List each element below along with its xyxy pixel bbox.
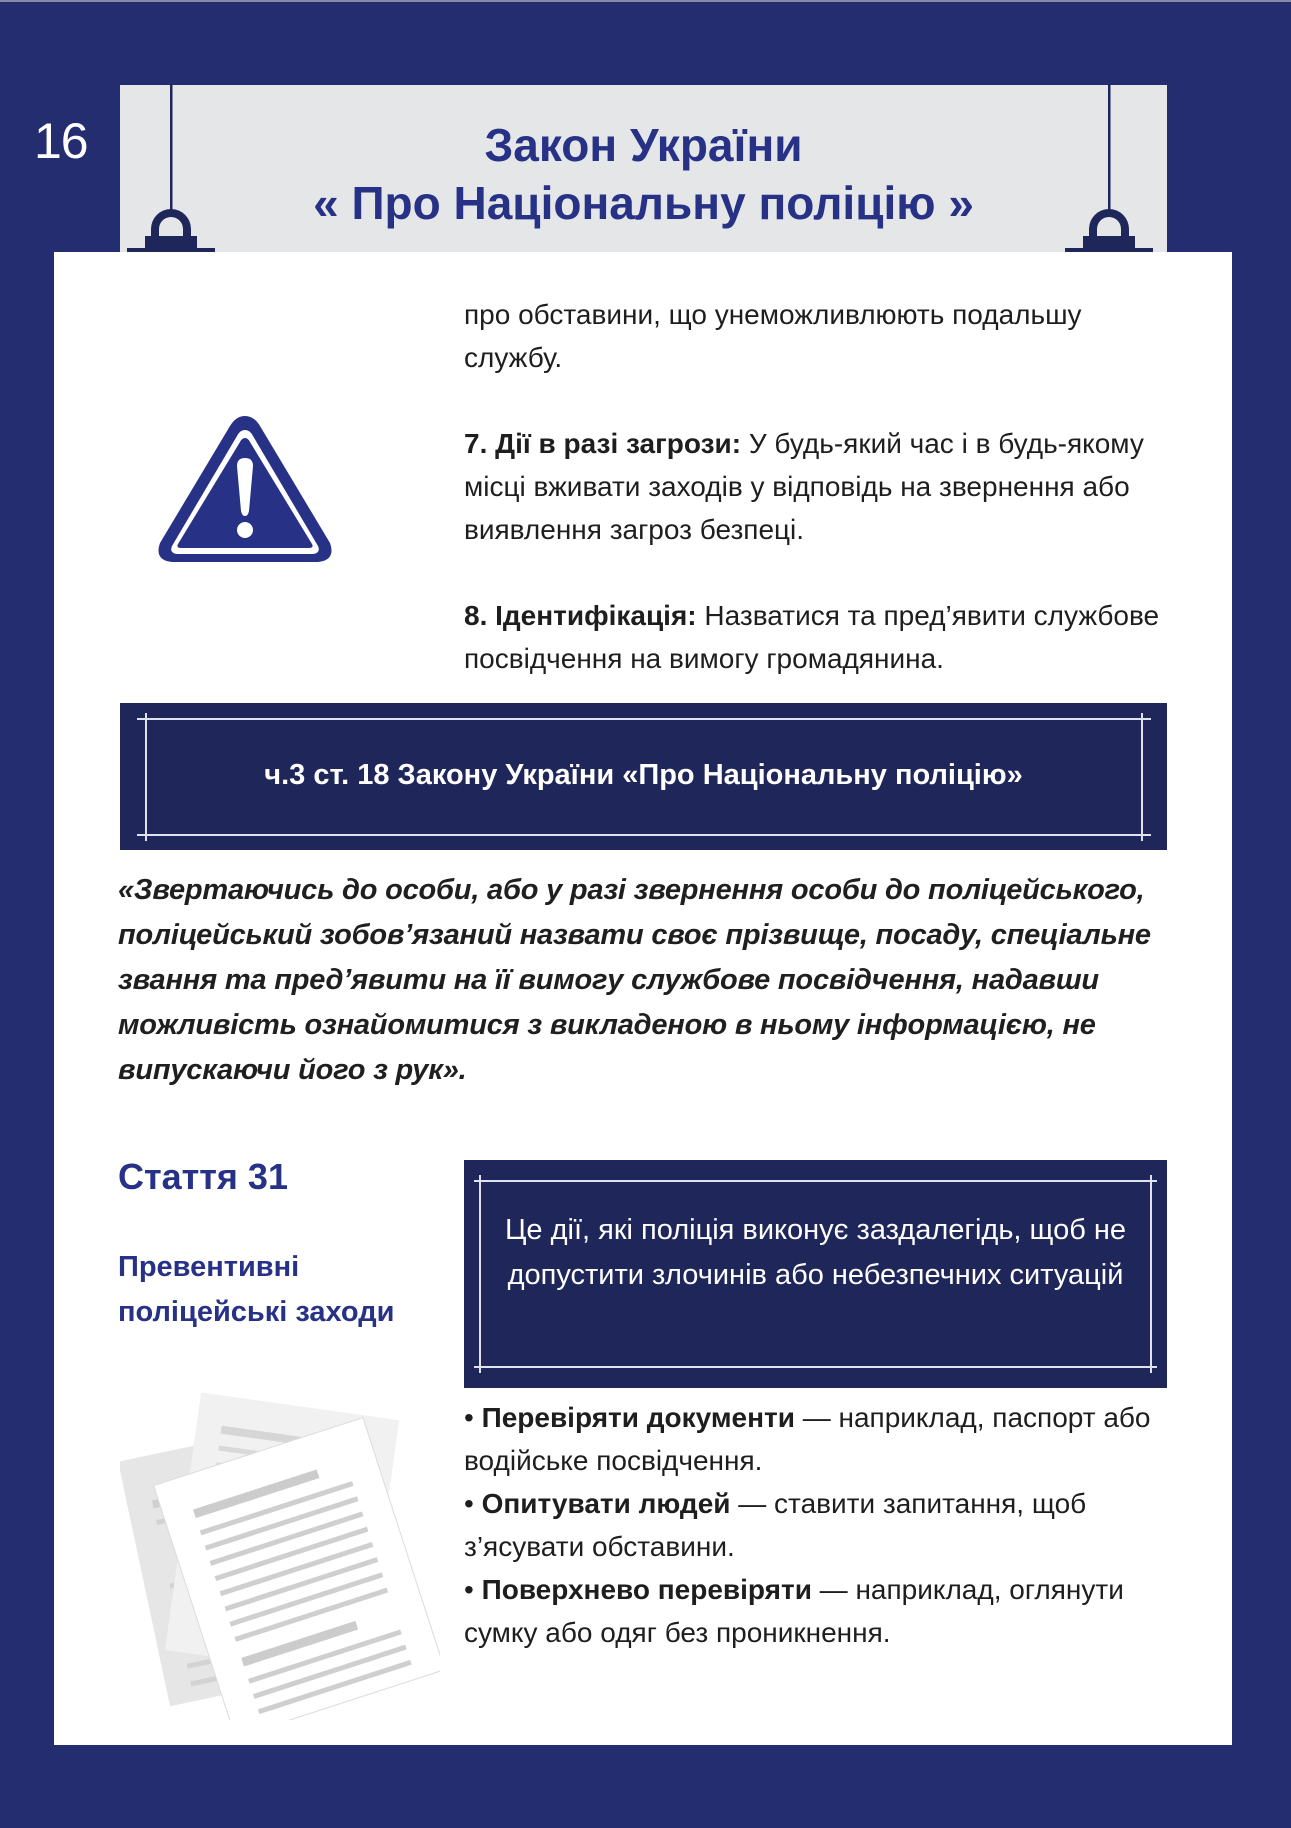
law-reference-text: ч.3 ст. 18 Закону України «Про Національну поліцію» bbox=[264, 759, 1023, 791]
list-item-title: Опитувати людей bbox=[481, 1488, 731, 1519]
list-item-title: Перевіряти документи bbox=[481, 1402, 795, 1433]
definition-text: Це дії, які поліція виконує заздалегідь, щоб не допустити злочинів або небезпечних ситуацій bbox=[504, 1214, 1127, 1291]
warning-triangle-icon bbox=[150, 408, 340, 568]
title-line-1: Закон України bbox=[484, 119, 803, 171]
list-item bbox=[464, 1482, 1184, 1568]
page-title bbox=[120, 116, 1167, 232]
frame-line bbox=[479, 1175, 481, 1373]
law-reference-banner bbox=[120, 703, 1167, 850]
bullet-icon: • bbox=[464, 1574, 474, 1605]
frame-line bbox=[474, 1180, 1157, 1182]
definition-banner bbox=[464, 1160, 1167, 1388]
list-item-text: — ставити запитання, щоб з’ясувати обставини. bbox=[464, 1488, 1087, 1562]
item-8-label: 8. Ідентифікація: bbox=[464, 600, 697, 631]
bullet-icon: • bbox=[464, 1402, 474, 1433]
frame-line bbox=[474, 1366, 1157, 1368]
top-edge-line bbox=[0, 0, 1291, 2]
continuation-text: про обставини, що унеможливлюють подальшу службу. bbox=[464, 299, 1082, 373]
list-item bbox=[464, 1396, 1184, 1482]
title-line-2: « Про Національну поліцію » bbox=[313, 177, 974, 229]
list-item-text: — наприклад, оглянути сумку або одяг без проникнення. bbox=[464, 1574, 1124, 1648]
item-7-text: У будь-який час і в будь-якому місці вживати заходів у відповідь на звернення або виявлення загроз безпеці. bbox=[464, 428, 1144, 545]
frame-line bbox=[137, 834, 1151, 836]
page-number: 16 bbox=[34, 113, 88, 169]
article-subtitle: Превентивні поліцейські заходи bbox=[118, 1251, 395, 1328]
law-quote: «Звертаючись до особи, або у разі звернення особи до поліцейського, поліцейський зобов’язаний назвати своє прізвище, посаду, спеціальне звання та пред’явити на її вимогу службове посвідчення, надавши можливість ознайомитися з викладеною в ньому інформацією, не випускаючи його з рук». bbox=[118, 874, 1151, 1086]
item-8-text: Назватися та пред’явити службове посвідчення на вимогу громадянина. bbox=[464, 600, 1160, 674]
list-item-title: Поверхнево перевіряти bbox=[481, 1574, 812, 1605]
list-item-text: — наприклад, паспорт або водійське посвідчення. bbox=[464, 1402, 1151, 1476]
preventive-measures-list bbox=[464, 1396, 1184, 1654]
frame-line bbox=[137, 718, 1151, 720]
documents-stack-icon bbox=[120, 1380, 440, 1720]
item-7 bbox=[464, 422, 1184, 551]
list-item bbox=[464, 1568, 1184, 1654]
frame-line bbox=[1150, 1175, 1152, 1373]
item-7-label: 7. Дії в разі загрози: bbox=[464, 428, 742, 459]
bullet-icon: • bbox=[464, 1488, 474, 1519]
item-8 bbox=[464, 594, 1184, 680]
article-title: Стаття 31 bbox=[118, 1156, 288, 1197]
